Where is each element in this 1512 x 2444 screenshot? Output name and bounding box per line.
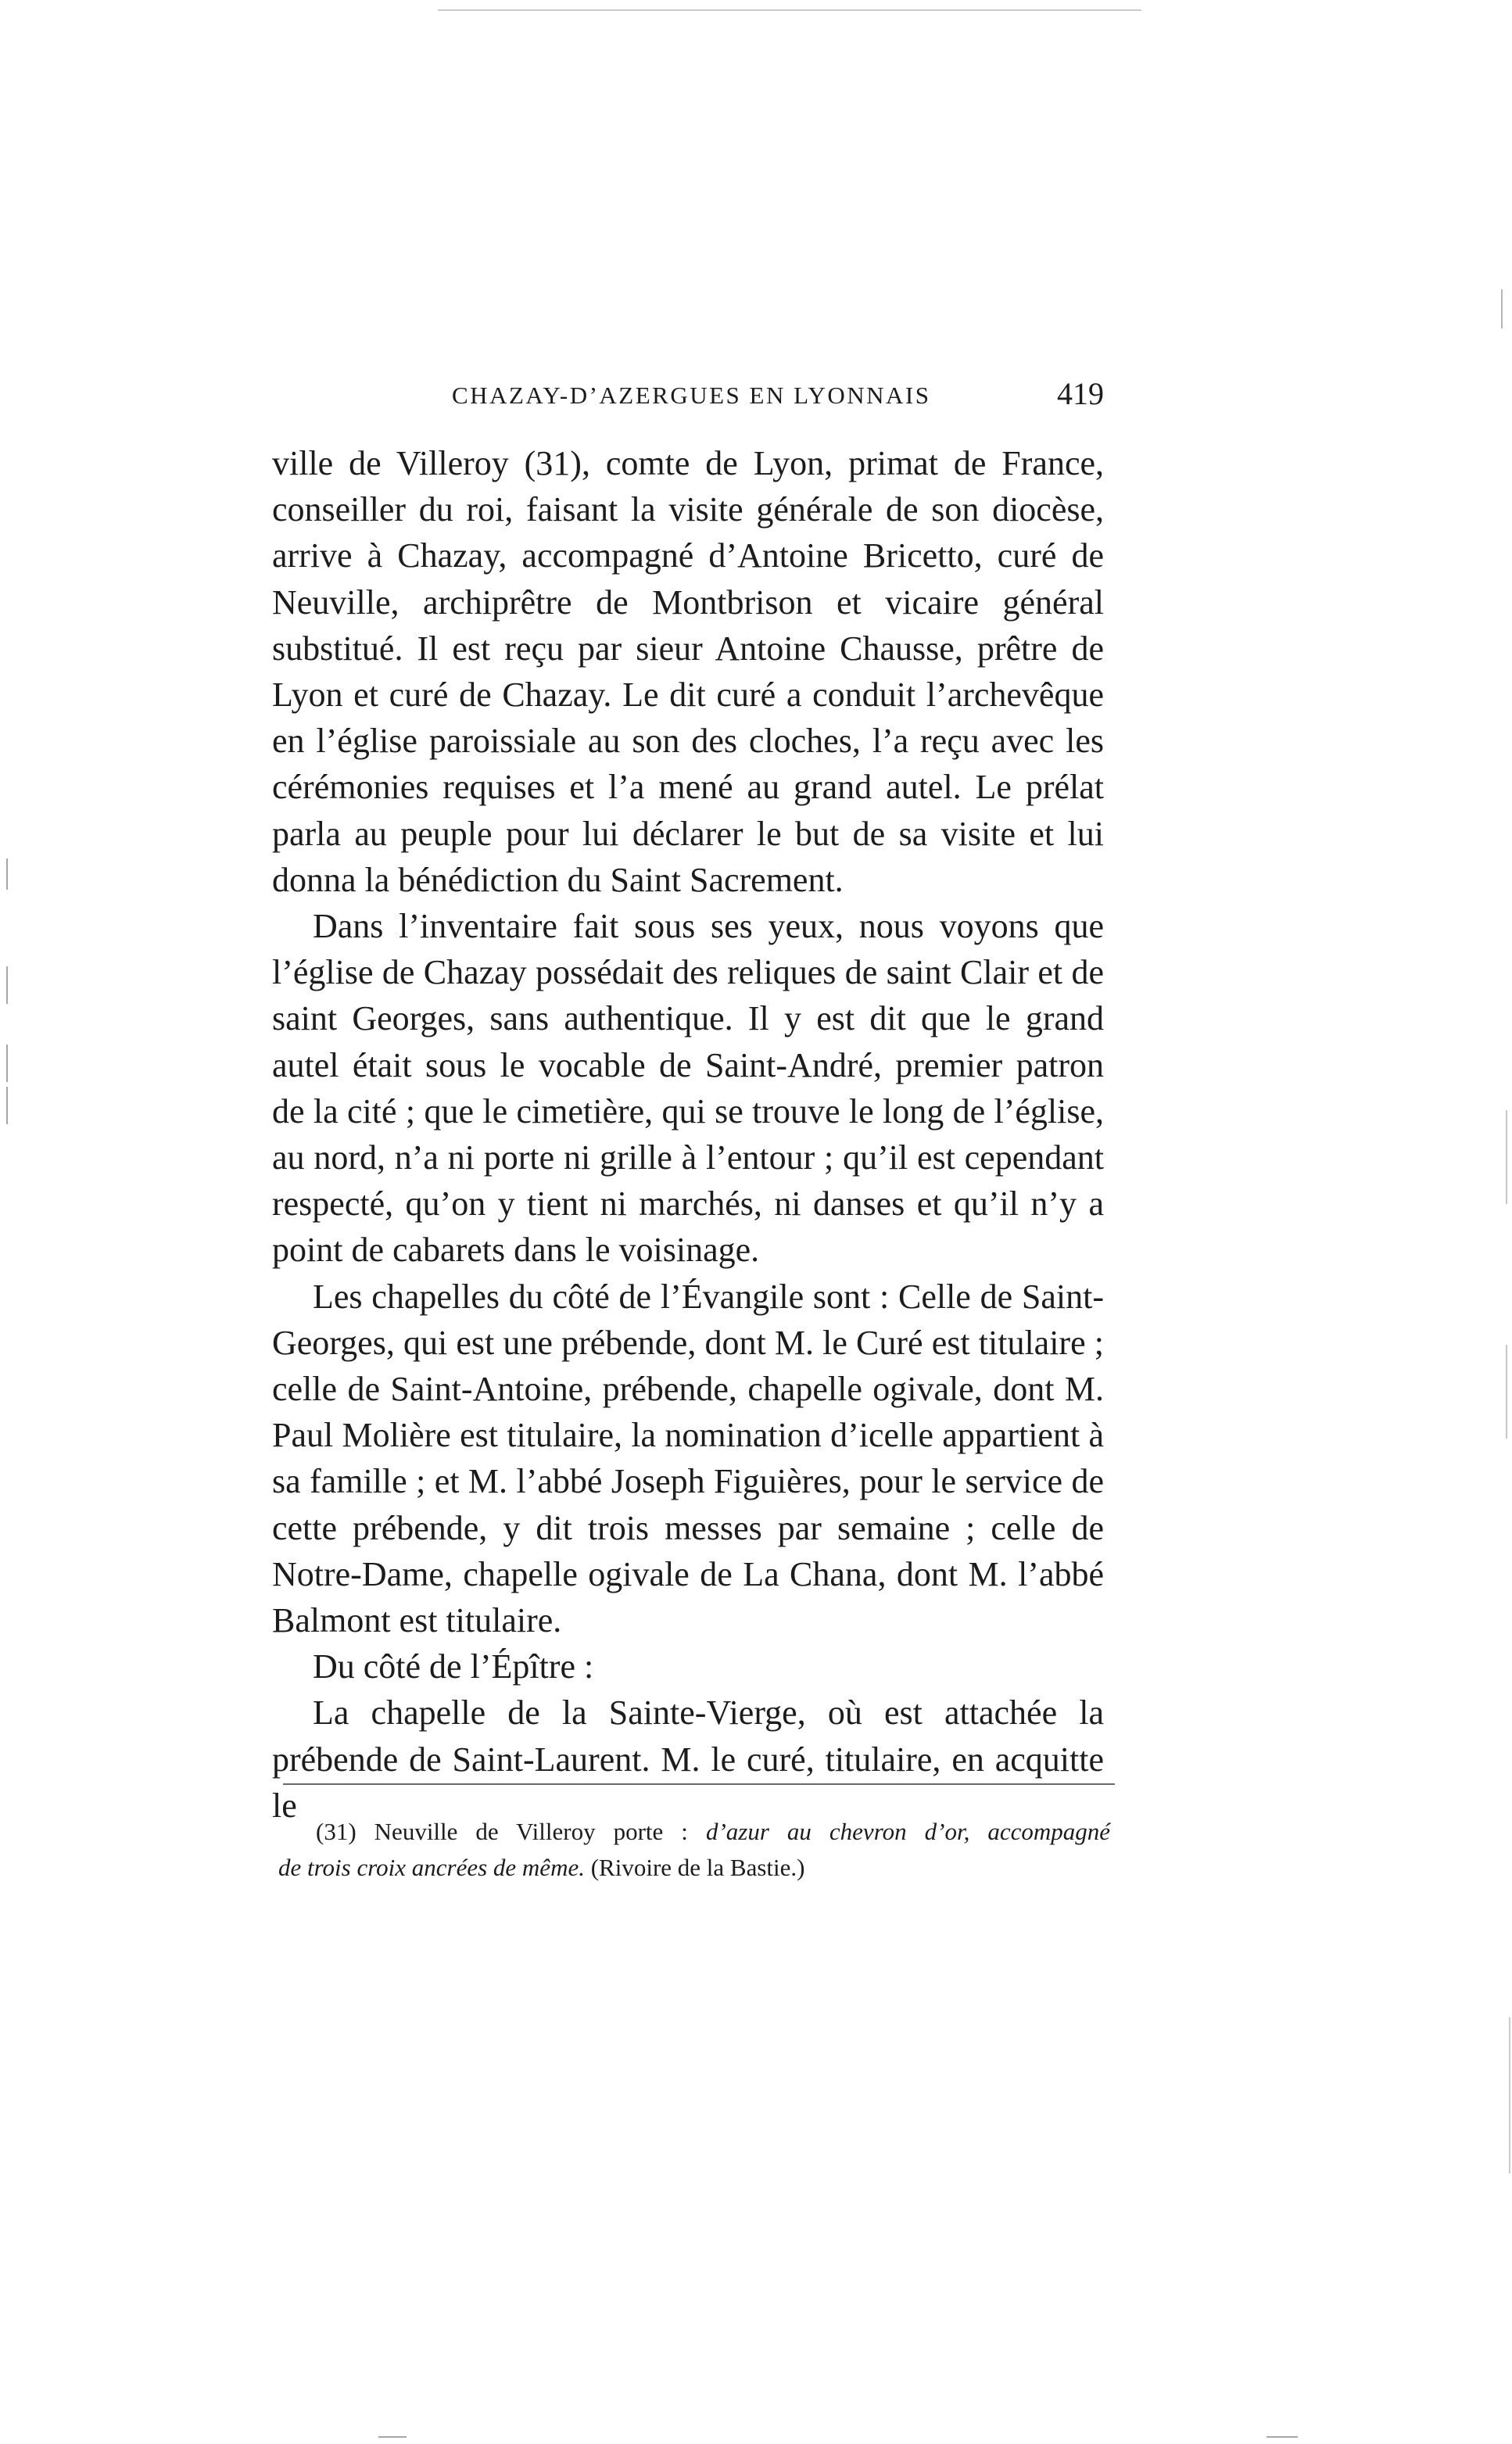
footnote-blazon-1: d’azur au chevron d’or, accompagné [705, 1818, 1110, 1845]
footnote-line-1 [278, 1814, 1110, 1850]
paragraph-3: Les chapelles du côté de l’Évangile sont : Celle de Saint-Georges, qui est une prébende, dont M. le Curé est titulaire ; celle de Saint-Antoine, prébende, chapelle ogivale, dont M. Paul Molière est titulaire, la nomination d’icelle appartient à sa famille ; et M. l’abbé Joseph Figuières, pour le service de cette prébende, y dit trois messes par semaine ; celle de Notre-Dame, chapelle ogivale de La Chana, dont M. l’abbé Balmont est titulaire. [272, 1277, 1104, 1640]
scan-mark-left-1 [6, 858, 8, 890]
page-number: 419 [1057, 376, 1104, 411]
footnote-line-2 [278, 1850, 1110, 1886]
scan-mark-right-2 [1506, 1110, 1507, 1204]
paragraph-2: Dans l’inventaire fait sous ses yeux, nous voyons que l’église de Chazay possédait des reliques de saint Clair et de saint Georges, sans authentique. Il y est dit que le grand autel était sous le vocable de Saint-André, premier patron de la cité ; que le cimetière, qui se trouve le long de l’église, au nord, n’a ni porte ni grille à l’entour ; qu’il est cependant respecté, qu’on y tient ni marchés, ni danses et qu’il n’y a point de cabarets dans le voisinage. [272, 907, 1104, 1270]
scan-mark-left-3 [6, 1045, 8, 1082]
footnote [278, 1814, 1110, 1886]
page-header [272, 366, 1104, 421]
footnote-marker: (31) [316, 1818, 357, 1845]
scan-mark-right-4 [1509, 2017, 1510, 2173]
scan-mark-right-1 [1501, 289, 1503, 328]
paragraph-5: La chapelle de la Sainte-Vierge, où est attachée la prébende de Saint-Laurent. M. le curé, titulaire, en acquitte le [272, 1693, 1104, 1825]
paragraph-1: ville de Villeroy (31), comte de Lyon, primat de France, conseiller du roi, faisant la visite générale de son diocèse, arrive à Chazay, accompagné d’Antoine Bricetto, curé de Neuville, archiprêtre de Montbrison et vicaire général substitué. Il est reçu par sieur Antoine Chausse, prêtre de Lyon et curé de Chazay. Le dit curé a conduit l’archevêque en l’église paroissiale au son des cloches, l’a reçu avec les cérémonies requises et l’a mené au grand autel. Le prélat parla au peuple pour lui déclarer le but de sa visite et lui donna la bénédiction du Saint Sacrement. [272, 444, 1104, 899]
scan-mark-top [438, 9, 1141, 11]
scan-mark-right-3 [1506, 1345, 1507, 1439]
scan-mark-bottom-2 [1267, 2436, 1298, 2438]
scan-mark-left-4 [6, 1087, 8, 1124]
paragraph-4: Du côté de l’Épître : [313, 1647, 594, 1686]
footnote-blazon-2: de trois croix ancrées de même. [278, 1854, 585, 1881]
scan-mark-bottom-1 [378, 2436, 407, 2438]
footnote-text-before: Neuville de Villeroy porte : [374, 1818, 688, 1845]
body-text [272, 440, 1104, 1829]
footnote-source: (Rivoire de la Bastie.) [590, 1854, 805, 1881]
footnote-rule [283, 1783, 1115, 1785]
scan-mark-left-2 [6, 966, 8, 1004]
running-head: CHAZAY-D’AZERGUES EN LYONNAIS [452, 382, 931, 409]
